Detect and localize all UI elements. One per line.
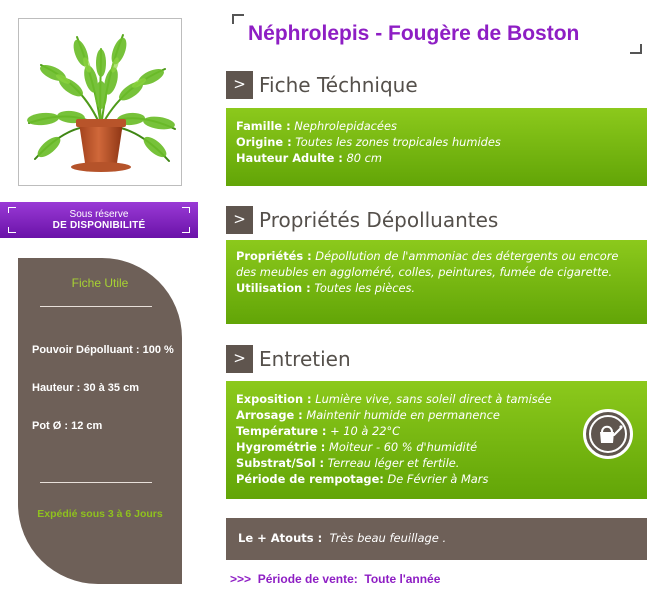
proprietes-box [226,240,647,324]
exposition-label: Exposition : [236,392,312,406]
utilisation-row [236,280,637,296]
periode-label: Période de vente: [257,572,358,586]
origine-value: Toutes les zones tropicales humides [295,135,501,149]
rempotage-label: Période de rempotage: [236,472,384,486]
section-title-entretien: Entretien [259,347,351,371]
pot-diametre: Pot Ø : 12 cm [32,420,103,432]
proprietes-row [236,248,637,280]
badge-corner [8,207,16,213]
arrosage-label: Arrosage : [236,408,303,422]
fiche-technique-box [226,108,647,186]
badge-corner [8,227,16,233]
utilisation-label: Utilisation : [236,281,311,295]
entretien-box [226,381,647,499]
divider [40,482,152,483]
fern-plant-image [19,19,182,186]
exposition-row [236,391,637,407]
proprietes-label: Propriétés : [236,249,312,263]
chevron-right-icon: > [226,345,253,373]
famille-label: Famille : [236,119,291,133]
badge-line2: DE DISPONIBILITÉ [52,220,146,231]
famille-row [236,118,637,134]
chevron-right-icon: > [226,206,253,234]
section-header-fiche [226,71,418,99]
temperature-label: Température : [236,424,327,438]
section-title-fiche: Fiche Téchnique [259,73,418,97]
title-corner [630,44,642,54]
hauteur: Hauteur : 30 à 35 cm [32,382,139,394]
rempotage-row [236,471,637,487]
periode-vente [230,572,440,586]
origine-row [236,134,637,150]
availability-badge [0,202,198,238]
substrat-value: Terreau léger et fertile. [327,456,460,470]
periode-value: Toute l'année [364,572,441,586]
atouts-bar [226,518,647,560]
atouts-label: Le + Atouts : [238,531,323,545]
section-title-proprietes: Propriétés Dépolluantes [259,208,499,232]
section-header-proprietes [226,206,498,234]
atouts-value: Très beau feuillage . [329,531,447,545]
proprietes-value: Dépollution de l'ammoniac des détergents ou encore des meubles en aggloméré, colles, peintures, fumée de cigarette. [236,249,619,279]
arrosage-row [236,407,637,423]
chevron-right-icon: > [226,71,253,99]
badge-corner [182,207,190,213]
badge-line1: Sous réserve [69,209,129,220]
watering-can-icon [586,412,630,456]
hauteur-adulte-row [236,150,637,166]
arrosage-value: Maintenir humide en permanence [306,408,500,422]
page-title: Néphrolepis - Fougère de Boston [248,22,580,45]
substrat-label: Substrat/Sol : [236,456,325,470]
substrat-row [236,455,637,471]
fiche-utile-title: Fiche Utile [71,276,129,290]
title-corner [232,14,244,24]
famille-value: Nephrolepidacées [294,119,397,133]
pouvoir-depolluant: Pouvoir Dépolluant : 100 % [32,344,174,356]
origine-label: Origine : [236,135,292,149]
title-frame [232,14,642,54]
exposition-value: Lumière vive, sans soleil direct à tamisée [315,392,552,406]
badge-corner [182,227,190,233]
divider [40,306,152,307]
hauteur-adulte-label: Hauteur Adulte : [236,151,343,165]
hauteur-adulte-value: 80 cm [346,151,382,165]
periode-prefix: >>> [230,572,252,586]
utilisation-value: Toutes les pièces. [314,281,416,295]
hygrometrie-row [236,439,637,455]
temperature-value: + 10 à 22°C [330,424,401,438]
temperature-row [236,423,637,439]
fiche-utile-panel [18,258,182,584]
plant-photo [18,18,182,186]
rempotage-value: De Février à Mars [387,472,489,486]
hygrometrie-label: Hygrométrie : [236,440,326,454]
section-header-entretien [226,345,351,373]
watering-can-icon [583,409,633,459]
hygrometrie-value: Moiteur - 60 % d'humidité [329,440,478,454]
expedition-delay: Expédié sous 3 à 6 Jours [37,508,163,520]
